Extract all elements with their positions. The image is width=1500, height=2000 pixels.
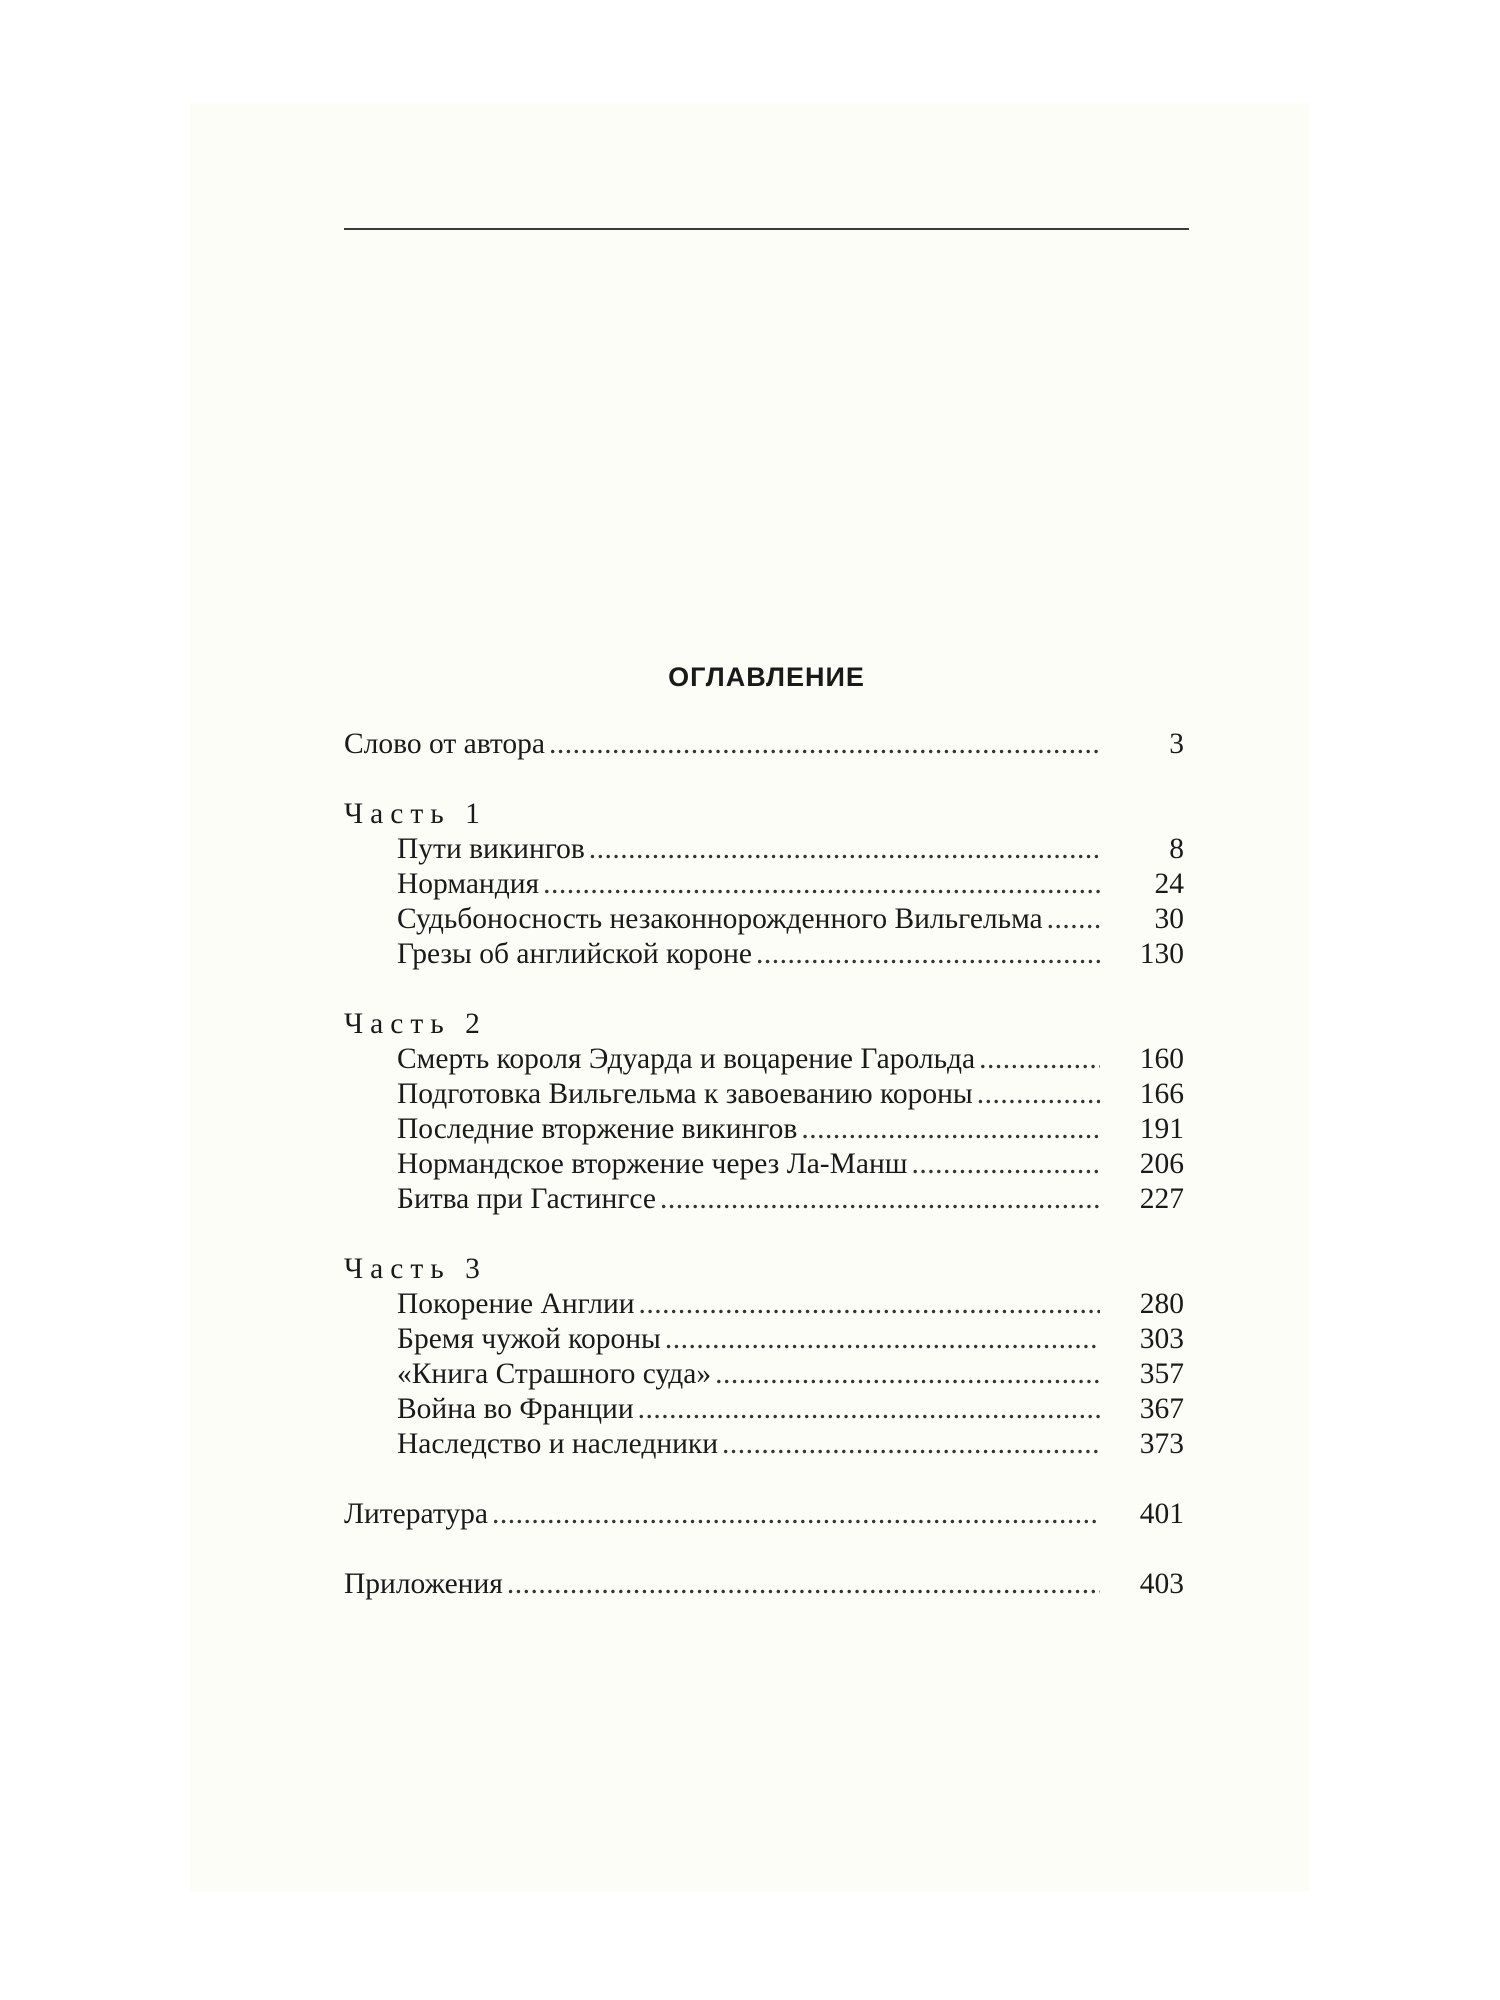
toc-entry-page: 130	[1139, 938, 1184, 970]
toc-entry-label: Последние вторжение викингов	[397, 1113, 798, 1145]
toc-entry-page: 191	[1139, 1113, 1184, 1145]
toc-entry-page: 160	[1139, 1043, 1184, 1075]
dot-leader	[911, 1147, 1100, 1182]
toc-entry-page: 24	[1154, 868, 1184, 900]
dot-leader	[756, 937, 1100, 972]
header-rule	[344, 228, 1189, 230]
toc-entry-label: Пути викингов	[397, 833, 585, 865]
dot-leader	[801, 1112, 1100, 1147]
toc-entry-page: 227	[1139, 1183, 1184, 1215]
toc-entry[interactable]	[344, 1042, 1184, 1077]
toc-entry-label: Подготовка Вильгельма к завоеванию короны	[397, 1078, 973, 1110]
toc-entry-page: 8	[1169, 833, 1184, 865]
toc-entry-label: Покорение Англии	[397, 1288, 635, 1320]
toc-entry[interactable]	[344, 1147, 1184, 1182]
toc-entry-label: «Книга Страшного суда»	[397, 1358, 712, 1390]
part-heading-3: Часть 3	[344, 1253, 487, 1285]
dot-leader	[589, 832, 1100, 867]
toc-entry-label: Грезы об английской короне	[397, 938, 752, 970]
toc-entry[interactable]	[344, 1287, 1184, 1322]
toc-entry-intro[interactable]	[344, 727, 1184, 762]
toc-title: ОГЛАВЛЕНИЕ	[668, 662, 865, 692]
toc-entry-page: 373	[1139, 1428, 1184, 1460]
toc-entry-label: Нормандское вторжение через Ла-Манш	[397, 1148, 908, 1180]
dot-leader	[979, 1042, 1100, 1077]
toc-entry-label: Судьбоносность незаконнорожденного Вильгельма	[397, 903, 1043, 935]
toc-entry-label: Война во Франции	[397, 1393, 634, 1425]
toc-entry-page: 166	[1139, 1078, 1184, 1110]
toc-entry-page: 280	[1139, 1288, 1184, 1320]
toc-entry[interactable]	[344, 1357, 1184, 1392]
toc-entry[interactable]	[344, 902, 1184, 937]
dot-leader	[665, 1322, 1100, 1357]
toc-entry[interactable]	[344, 1077, 1184, 1112]
toc-entry[interactable]	[344, 1182, 1184, 1217]
toc-entry-label: Наследство и наследники	[397, 1428, 719, 1460]
toc-entry-label: Слово от автора	[344, 728, 546, 760]
toc-entry[interactable]	[344, 832, 1184, 867]
dot-leader	[507, 1567, 1100, 1602]
dot-leader	[549, 727, 1100, 762]
toc-entry-page: 401	[1139, 1498, 1184, 1530]
dot-leader	[722, 1427, 1100, 1462]
toc-entry-page: 357	[1139, 1358, 1184, 1390]
toc-entry-appendices[interactable]	[344, 1567, 1184, 1602]
toc-entry-label: Приложения	[344, 1568, 503, 1600]
toc-entry[interactable]	[344, 867, 1184, 902]
toc-entry-page: 303	[1139, 1323, 1184, 1355]
toc-entry-page: 3	[1169, 728, 1184, 760]
toc-entry-label: Литература	[344, 1498, 488, 1530]
toc-entry-label: Смерть короля Эдуарда и воцарение Гарольда	[397, 1043, 976, 1075]
toc-entry[interactable]	[344, 1322, 1184, 1357]
dot-leader	[715, 1357, 1100, 1392]
toc-entry-page: 206	[1139, 1148, 1184, 1180]
toc-entry[interactable]	[344, 1427, 1184, 1462]
dot-leader	[492, 1497, 1100, 1532]
toc-entry-page: 403	[1139, 1568, 1184, 1600]
toc-entry-page: 30	[1154, 903, 1184, 935]
toc-entry-page: 367	[1139, 1393, 1184, 1425]
table-of-contents	[344, 727, 1184, 1602]
part-heading-2: Часть 2	[344, 1008, 487, 1040]
toc-entry-literature[interactable]	[344, 1497, 1184, 1532]
toc-entry[interactable]	[344, 1112, 1184, 1147]
toc-entry[interactable]	[344, 937, 1184, 972]
toc-entry-label: Нормандия	[397, 868, 540, 900]
toc-entry-label: Бремя чужой короны	[397, 1323, 661, 1355]
dot-leader	[660, 1182, 1100, 1217]
dot-leader	[638, 1392, 1100, 1427]
dot-leader	[543, 867, 1100, 902]
dot-leader	[977, 1077, 1100, 1112]
dot-leader	[639, 1287, 1100, 1322]
toc-entry-label: Битва при Гастингсе	[397, 1183, 656, 1215]
part-heading-1: Часть 1	[344, 798, 487, 830]
dot-leader	[1047, 902, 1100, 937]
toc-entry[interactable]	[344, 1392, 1184, 1427]
